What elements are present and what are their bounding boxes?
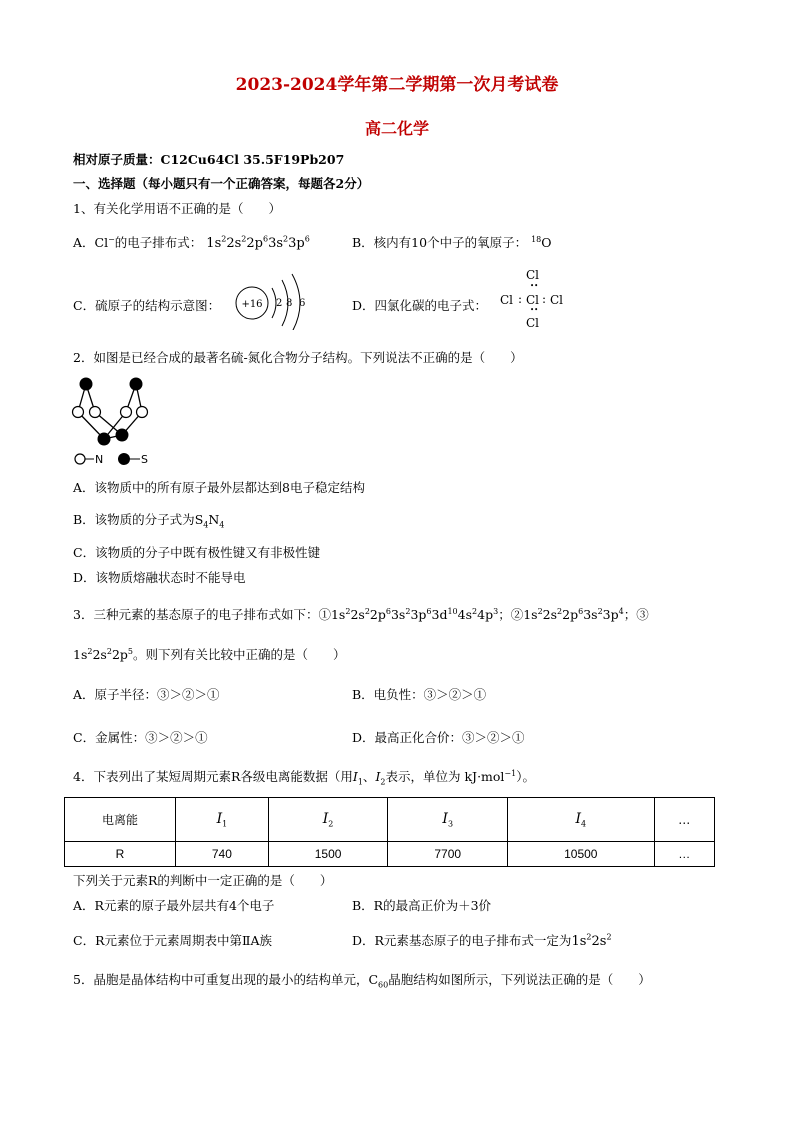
q4-option-b: B．R的最高正价为＋3价 bbox=[352, 898, 492, 913]
table-header-cell: $I_2$ bbox=[268, 798, 388, 842]
q2-option-a: A．该物质中的所有原子最外层都达到8电子稳定结构 bbox=[73, 480, 365, 495]
q3-option-d: D．最高正化合价：③＞②＞① bbox=[352, 730, 525, 745]
sulfur-atom bbox=[116, 429, 129, 442]
exam-subtitle: 高二化学 bbox=[364, 119, 429, 138]
exam-title: 2023-2024学年第二学期第一次月考试卷 bbox=[235, 75, 559, 95]
table-cell: … bbox=[654, 842, 714, 867]
nitrogen-atom bbox=[121, 407, 132, 418]
q3-option-a: A．原子半径：③＞②＞① bbox=[73, 687, 220, 702]
table-cell: 1500 bbox=[268, 842, 388, 867]
table-header-row bbox=[65, 798, 715, 842]
question-1-stem: 1、有关化学用语不正确的是（ ） bbox=[73, 201, 281, 216]
sulfur-atom bbox=[80, 378, 93, 391]
legend-s-label: S bbox=[141, 453, 148, 466]
svg-text:8: 8 bbox=[286, 298, 293, 309]
legend-n-label: N bbox=[95, 453, 104, 466]
ccl4-electron-formula: Cl •• Cl : Cl : Cl •• Cl bbox=[500, 268, 564, 330]
question-3-stem-cont: $1s^22s^22p^5$。则下列有关比较中正确的是（ ） bbox=[73, 646, 346, 662]
svg-text:6: 6 bbox=[299, 298, 306, 309]
q1-option-b: B．核内有10个中子的氧原子： $^{18}$O bbox=[352, 234, 552, 250]
table-header-cell: $I_1$ bbox=[176, 798, 269, 842]
nitrogen-atom bbox=[73, 407, 84, 418]
q4-option-d: D．R元素基态原子的电子排布式一定为$1s^22s^2$ bbox=[352, 932, 612, 949]
sulfur-atom bbox=[130, 378, 143, 391]
q1-option-a: A．Cl−的电子排布式： $1s^22s^22p^63s^23p^6$ bbox=[73, 234, 310, 251]
legend-sulfur-marker bbox=[118, 453, 130, 465]
atomic-mass-line: 相对原子质量：C12Cu64Cl 35.5F19Pb207 bbox=[73, 152, 345, 167]
legend-nitrogen-marker bbox=[75, 454, 85, 464]
table-cell: R bbox=[65, 842, 176, 867]
table-header-cell: $I_3$ bbox=[388, 798, 508, 842]
question-5-stem: 5．晶胞是晶体结构中可重复出现的最小的结构单元，$C_{60}$晶胞结构如图所示，下列说法正确的是（ ） bbox=[73, 972, 651, 990]
svg-text:2: 2 bbox=[276, 298, 283, 309]
q1-option-d-label: D．四氯化碳的电子式： bbox=[352, 298, 488, 313]
nucleus-label: +16 bbox=[241, 299, 263, 310]
table-cell: 7700 bbox=[388, 842, 508, 867]
section-heading: 一、选择题（每小题只有一个正确答案，每题各2分） bbox=[73, 176, 370, 191]
nitrogen-atom bbox=[90, 407, 101, 418]
q3-option-c: C．金属性：③＞②＞① bbox=[73, 730, 208, 745]
table-cell: 740 bbox=[176, 842, 269, 867]
nitrogen-atom bbox=[137, 407, 148, 418]
table-cell: 10500 bbox=[508, 842, 655, 867]
sulfur-atom-diagram bbox=[232, 268, 312, 330]
q3-option-b: B．电负性：③＞②＞① bbox=[352, 687, 487, 702]
q4-option-a: A．R元素的原子最外层共有4个电子 bbox=[73, 898, 275, 913]
question-3-stem: 3．三种元素的基态原子的电子排布式如下：$①1s^22s^22p^63s^23p^63d^{10}4s^24p^3$；$②1s^22s^22p^63s^23p^4$；③ bbox=[73, 606, 649, 622]
table-header-cell: 电离能 bbox=[65, 798, 176, 842]
sulfur-atom bbox=[98, 433, 111, 446]
table-header-cell: $I_4$ bbox=[508, 798, 655, 842]
question-2-stem: 2．如图是已经合成的最著名硫-氮化合物分子结构。下列说法不正确的是（ ） bbox=[73, 350, 523, 365]
question-4-followup: 下列关于元素R的判断中一定正确的是（ ） bbox=[73, 873, 333, 888]
q4-option-c: C．R元素位于元素周期表中第ⅡA族 bbox=[73, 933, 272, 948]
table-row bbox=[65, 842, 715, 867]
s4n4-structure-diagram bbox=[68, 372, 168, 470]
q2-option-c: C．该物质的分子中既有极性键又有非极性键 bbox=[73, 545, 321, 560]
ionization-energy-table bbox=[64, 797, 715, 867]
q2-option-d: D．该物质熔融状态时不能导电 bbox=[73, 570, 246, 585]
q1-option-c-label: C．硫原子的结构示意图： bbox=[73, 298, 221, 313]
question-4-stem: 4．下表列出了某短周期元素R各级电离能数据（用$I_1$、$I_2$表示，单位为 kJ·mol$^{-1}$）。 bbox=[73, 768, 535, 787]
q2-option-b: B．该物质的分子式为$S_4N_4$ bbox=[73, 512, 225, 530]
table-header-cell: … bbox=[654, 798, 714, 842]
